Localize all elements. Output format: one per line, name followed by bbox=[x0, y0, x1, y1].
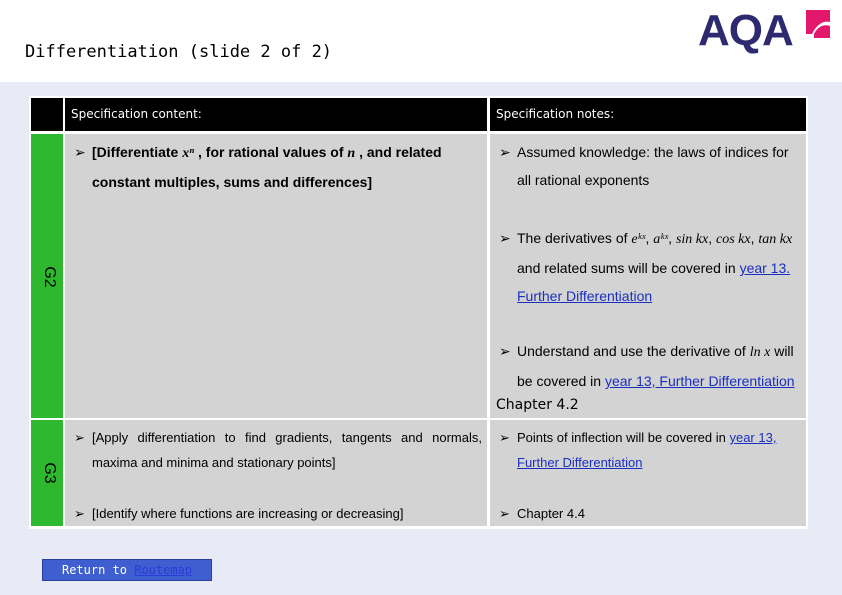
g2-note-2: ➢ The derivatives of eᵏˣ, aᵏˣ, sin kx, cos kx, tan kx and related sums will be covered in year 13. Further Differentiation bbox=[499, 224, 801, 310]
g2-note-cos: cos kx bbox=[716, 232, 751, 247]
g2-chapter: Chapter 4.2 bbox=[496, 397, 579, 413]
g2-note-2a: The derivatives of bbox=[517, 230, 628, 246]
g2-note-lnx: ln x bbox=[749, 345, 771, 360]
g3-content-2 bbox=[74, 501, 482, 526]
col-header-notes: Specification notes: bbox=[490, 98, 806, 131]
col-header-content: Specification content: bbox=[65, 98, 487, 131]
g2-content-n: n bbox=[347, 146, 356, 161]
g2-content-xn: xⁿ bbox=[182, 146, 195, 161]
g3-note-1-link[interactable]: year 13, Further Differentiation bbox=[517, 430, 777, 470]
g2-note-akx: aᵏˣ bbox=[653, 232, 669, 247]
aqa-logo bbox=[698, 6, 834, 58]
logo-text: AQA bbox=[698, 6, 793, 55]
routemap-link[interactable]: Routemap bbox=[134, 563, 193, 577]
bullet-arrow-icon: ➢ bbox=[74, 430, 85, 445]
g2-content-text bbox=[74, 138, 482, 196]
bullet-arrow-icon: ➢ bbox=[499, 144, 511, 160]
logo-swoosh-icon bbox=[802, 8, 832, 42]
bullet-arrow-icon: ➢ bbox=[74, 506, 85, 521]
return-text: Return to bbox=[61, 563, 127, 577]
g3-content-2-text: [Identify where functions are increasing or decreasing] bbox=[92, 506, 404, 521]
return-to-routemap-button[interactable] bbox=[42, 559, 212, 581]
g2-note-2b: and related sums will be covered in bbox=[517, 260, 736, 276]
g3-note-1 bbox=[499, 425, 801, 475]
g3-content-1 bbox=[74, 425, 482, 475]
row-label-g2 bbox=[31, 134, 63, 418]
page-title: Differentiation (slide 2 of 2) bbox=[25, 42, 333, 62]
g2-note-3a: Understand and use the derivative of bbox=[517, 343, 746, 359]
g2-note-2-link[interactable]: year 13. Further Differentiation bbox=[517, 260, 791, 304]
g2-content-p1: [Differentiate bbox=[92, 144, 179, 160]
g2-content-p2: , for rational values of bbox=[198, 144, 344, 160]
bullet-arrow-icon: ➢ bbox=[499, 506, 510, 521]
g3-note-2 bbox=[499, 501, 801, 526]
g2-note-3b: will be covered in bbox=[517, 343, 794, 389]
g2-note-ekx: eᵏˣ bbox=[631, 232, 646, 247]
g2-label: G2 bbox=[41, 266, 58, 288]
g2-note-1-text: Assumed knowledge: the laws of indices for all rational exponents bbox=[517, 144, 789, 188]
g2-note-tan: tan kx bbox=[758, 232, 793, 247]
g2-content-p3: , and related constant multiples, sums and differences] bbox=[92, 144, 442, 190]
g2-note-sin: sin kx bbox=[675, 232, 709, 247]
g3-note-1a: Points of inflection will be covered in bbox=[517, 430, 726, 445]
bullet-arrow-icon: ➢ bbox=[499, 343, 511, 359]
g3-note-2-text: Chapter 4.4 bbox=[517, 506, 585, 521]
g3-content-1-text: [Apply differentiation to find gradients, tangents and normals, maxima and minima and stationary points] bbox=[92, 430, 482, 470]
bullet-arrow-icon: ➢ bbox=[499, 230, 511, 246]
bullet-arrow-icon: ➢ bbox=[499, 430, 510, 445]
g2-note-1 bbox=[499, 138, 801, 194]
row-label-g3 bbox=[31, 420, 63, 526]
g2-note-3-link[interactable]: year 13, Further Differentiation bbox=[604, 373, 795, 389]
g3-label: G3 bbox=[41, 462, 58, 484]
bullet-arrow-icon: ➢ bbox=[74, 144, 86, 160]
g2-note-3 bbox=[499, 337, 801, 395]
header-corner bbox=[31, 98, 63, 131]
